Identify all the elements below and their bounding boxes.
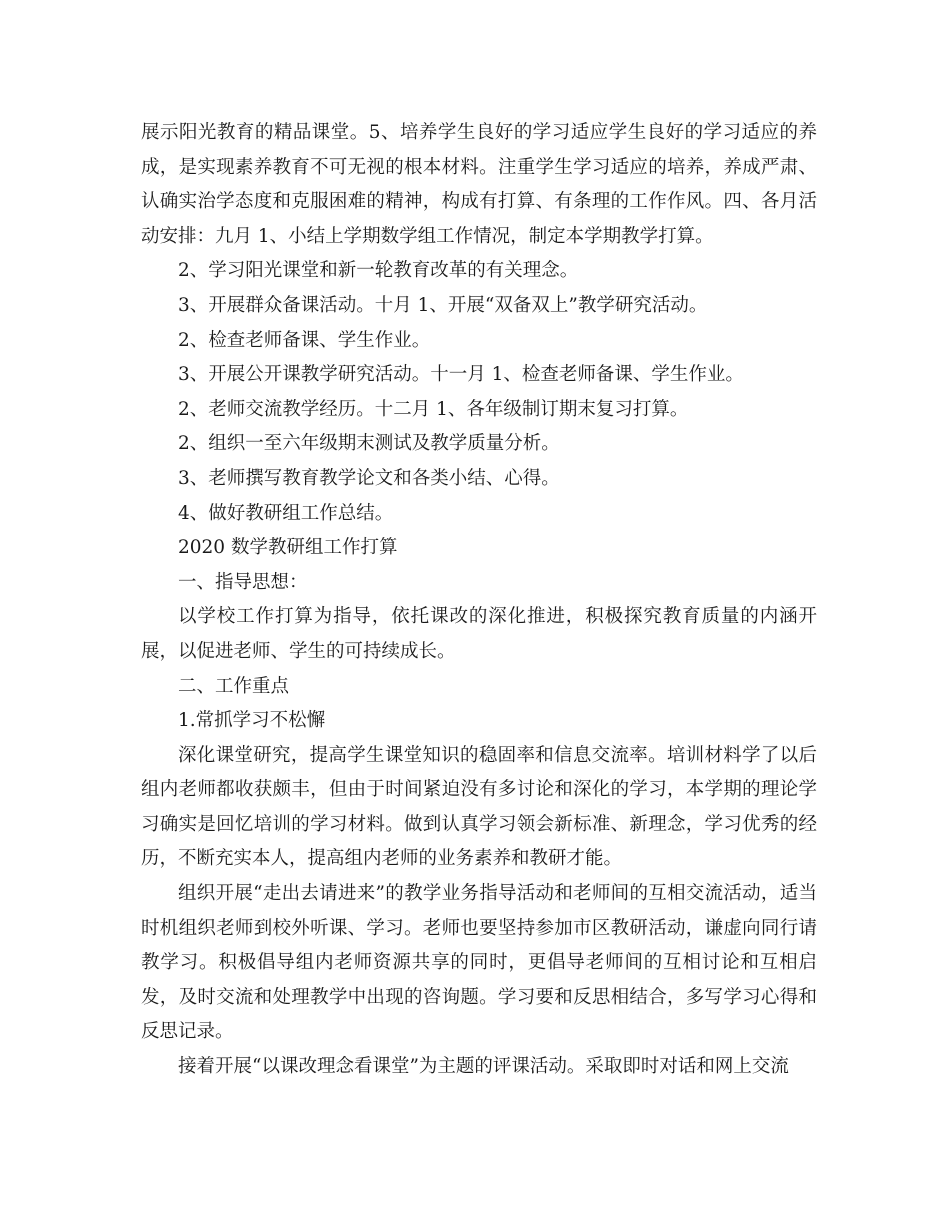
paragraph: 4、做好教研组工作总结。: [178, 502, 394, 524]
section-heading: 一、指导思想：: [178, 571, 308, 593]
paragraph: 展示阳光教育的精品课堂。5、培养学生良好的学习适应学生良好的学习适应的养成，是实现素养教育不可无视的根本材料。注重学生学习适应的培养，养成严肃、认确实治学态度和克服困难的精神，构成有打算、有条理的工作作风。四、各月活动安排：九月 1、小结上学期数学组工作情况，制定本学期教学打算。: [141, 122, 817, 247]
section-heading: 二、工作重点: [178, 675, 290, 697]
paragraph: 3、开展群众备课活动。十月 1、开展“双备双上”教学研究活动。: [178, 294, 708, 316]
paragraph: 2、学习阳光课堂和新一轮教育改革的有关理念。: [178, 260, 579, 282]
subsection-heading: 1.常抓学习不松懈: [178, 710, 326, 732]
paragraph: 以学校工作打算为指导，依托课改的深化推进，积极探究教育质量的内涵开展，以促进老师、学生的可持续成长。: [141, 606, 817, 662]
paragraph: 2、组织一至六年级期末测试及教学质量分析。: [178, 433, 560, 455]
paragraph: 接着开展“以课改理念看课堂”为主题的评课活动。采取即时对话和网上交流: [178, 1056, 789, 1078]
paragraph: 组织开展“走出去请进来”的教学业务指导活动和老师间的互相交流活动，适当时机组织老师到校外听课、学习。老师也要坚持参加市区教研活动，谦虚向同行请教学习。积极倡导组内老师资源共享的同时，更倡导老师间的互相讨论和互相启发，及时交流和处理教学中出现的咨询题。学习要和反思相结合，多写学习心得和反思记录。: [141, 883, 817, 1043]
paragraph: 3、老师撰写教育教学论文和各类小结、心得。: [178, 467, 560, 489]
paragraph: 2、检查老师备课、学生作业。: [178, 329, 431, 351]
paragraph: 深化课堂研究，提高学生课堂知识的稳固率和信息交流率。培训材料学了以后组内老师都收获颇丰，但由于时间紧迫没有多讨论和深化的学习，本学期的理论学习确实是回忆培训的学习材料。做到认真学习领会新标准、新理念，学习优秀的经历，不断充实本人，提高组内老师的业务素养和教研才能。: [141, 744, 817, 870]
paragraph: 3、开展公开课教学研究活动。十一月 1、检查老师备课、学生作业。: [178, 364, 744, 386]
document-body: [141, 116, 817, 1085]
paragraph: 2、老师交流教学经历。十二月 1、各年级制订期末复习打算。: [178, 398, 689, 420]
section-title: 2020 数学教研组工作打算: [178, 537, 398, 559]
